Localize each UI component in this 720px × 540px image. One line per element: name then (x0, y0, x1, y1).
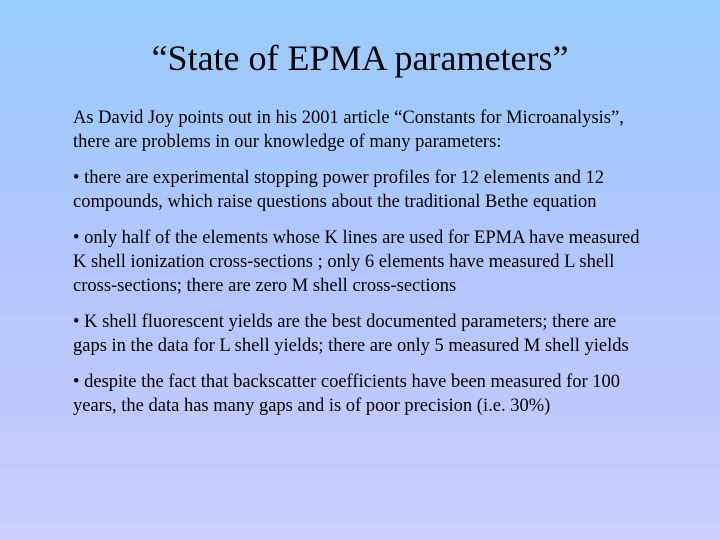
bullet-fluorescent-yields: • K shell fluorescent yields are the best documented parameters; there are gaps in the data for L shell yields; there are only 5 measured M shell yields (73, 312, 629, 356)
slide-body (73, 106, 653, 430)
bullet-stopping-power: • there are experimental stopping power profiles for 12 elements and 12 compounds, which raise questions about the traditional Bethe equation (73, 168, 604, 212)
bullet-ionization-cross-sections: • only half of the elements whose K lines are used for EPMA have measured K shell ionization cross-sections ; only 6 elements have measured L shell cross-sections; there are zero M shell cross-sections (73, 228, 640, 296)
bullet-backscatter-coefficients: • despite the fact that backscatter coefficients have been measured for 100 years, the data has many gaps and is of poor precision (i.e. 30%) (73, 372, 621, 416)
slide-title: “State of EPMA parameters” (151, 38, 569, 78)
intro-paragraph: As David Joy points out in his 2001 article “Constants for Microanalysis”, there are problems in our knowledge of many parameters: (73, 108, 624, 152)
